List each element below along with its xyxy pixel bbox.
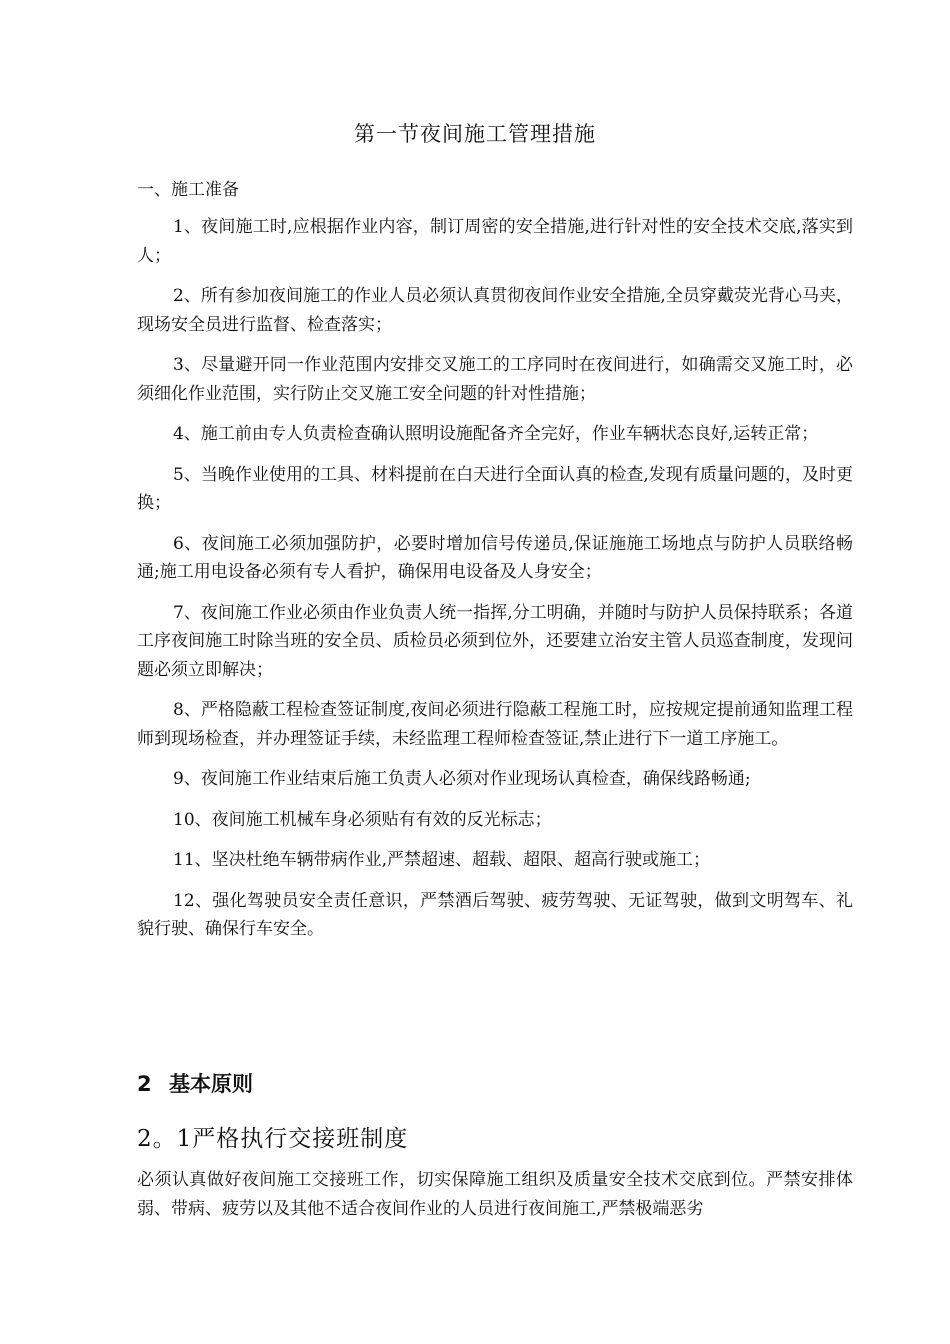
preparation-list [137,213,853,956]
list-item: 4、施工前由专人负责检查确认照明设施配备齐全完好，作业车辆状态良好,运转正常； [173,424,819,444]
list-item: 8、严格隐蔽工程检查签证制度,夜间必须进行隐蔽工程施工时，应按规定提前通知监理工程师到现场检查，并办理签证手续，未经监理工程师检查签证,禁止进行下一道工序施工。 [137,700,853,749]
list-item: 7、夜间施工作业必须由作业负责人统一指挥,分工明确，并随时与防护人员保持联系；各道工序夜间施工时除当班的安全员、质检员必须到位外，还要建立治安主管人员巡查制度，发现问题必须立即解决； [137,602,853,680]
list-item: 1、夜间施工时,应根据作业内容，制订周密的安全措施,进行针对性的安全技术交底,落实到人； [137,217,853,266]
section-number: 2 [137,1072,152,1096]
list-item: 12、强化驾驶员安全责任意识，严禁酒后驾驶、疲劳驾驶、无证驾驶，做到文明驾车、礼貌行驶、确保行车安全。 [137,890,853,939]
list-item: 2、所有参加夜间施工的作业人员必须认真贯彻夜间作业安全措施,全员穿戴荧光背心马夹，现场安全员进行监督、检查落实； [137,286,853,335]
list-item: 11、坚决杜绝车辆带病作业,严禁超速、超载、超限、超高行驶或施工； [173,850,711,870]
page-title: 第一节夜间施工管理措施 [354,122,596,146]
list-item: 9、夜间施工作业结束后施工负责人必须对作业现场认真检查，确保线路畅通; [173,769,751,789]
list-item: 6、夜间施工必须加强防护，必要时增加信号传递员,保证施施工场地点与防护人员联络畅通;施工用电设备必须有专人看护，确保用电设备及人身安全； [137,533,853,582]
list-item: 5、当晚作业使用的工具、材料提前在白天进行全面认真的检查,发现有质量问题的，及时更换； [137,464,853,513]
section-heading-principles [137,1068,253,1098]
section-title: 基本原则 [169,1072,253,1096]
subsection-heading: 2。1严格执行交接班制度 [137,1126,409,1152]
body-paragraph: 必须认真做好夜间施工交接班工作，切实保障施工组织及质量安全技术交底到位。严禁安排体弱、带病、疲劳以及其他不适合夜间作业的人员进行夜间施工,严禁极端恶劣 [137,1170,853,1219]
list-item: 10、夜间施工机械车身必须贴有有效的反光标志； [173,809,552,830]
list-item: 3、尽量避开同一作业范围内安排交叉施工的工序同时在夜间进行，如确需交叉施工时，必须细化作业范围，实行防止交叉施工安全问题的针对性措施； [137,355,853,404]
section-heading-preparation: 一、施工准备 [137,180,239,200]
